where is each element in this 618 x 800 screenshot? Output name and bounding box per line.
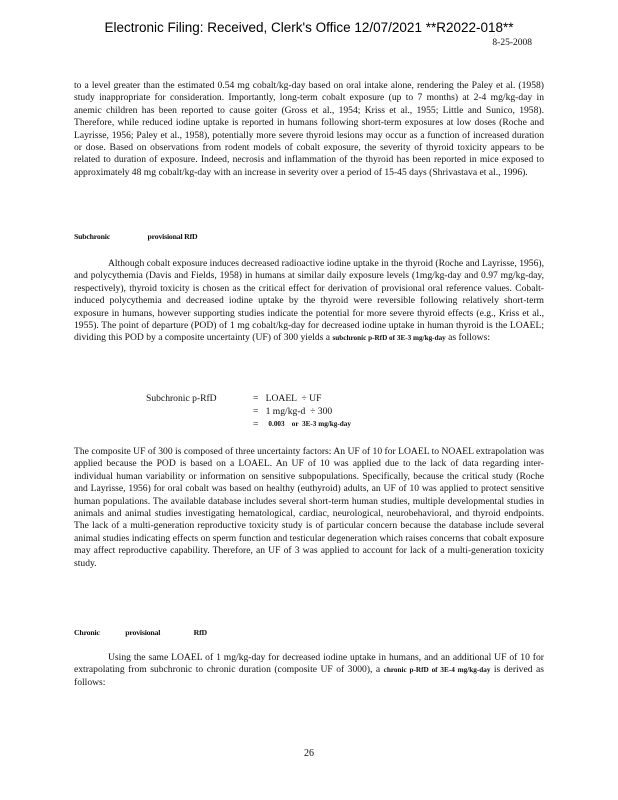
paragraph-text: Although cobalt exposure induces decreased radioactive iodine uptake in the thyroid (Roche and Layrisse, 1956), and polycythemia (Davis and Fields, 1958) in humans at similar daily exposure levels (1mg/kg-day and 0.97 mg/kg-day, respectively), thyroid toxicity is chosen as the critical effect for derivation of provisional oral reference values. Cobalt-induced polycythemia and decreased iodine uptake by the thyroid were reversible following relatively short-term exposure in humans, however supporting studies indicate the potential for more severe thyroid effects (e.g., Kriss et al., 1955). The point of departure (POD) of 1 mg cobalt/kg-day for decreased iodine uptake in human thyroid is the LOAEL; dividing this POD by a composite uncertainty (UF) of 300 yields a	[74, 258, 544, 344]
equation-row: = 1 mg/kg-d ÷ 300	[253, 406, 333, 417]
equation-equals: =	[253, 419, 259, 430]
page-number: 26	[304, 748, 314, 759]
equation-row: = LOAEL ÷ UF	[253, 393, 322, 404]
section-heading-part: RfD	[193, 628, 207, 637]
equation-result: 0.003 or 3E-3 mg/kg-day	[268, 420, 351, 428]
section-heading-part: provisional	[125, 628, 161, 637]
section-heading-part: Subchronic	[74, 232, 110, 241]
paragraph-thyroid-duration: to a level greater than the estimated 0.54 mg cobalt/kg-day based on oral intake alone, rendering the Paley et al. (1958) study inappropriate for consideration. Importantly, long-term cobalt exposure (up to 7 months) at 2-4 mg/kg-day in anemic children has been reported to cause goiter (Gross et al., 1954; Kriss et al., 1955; Little and Sunico, 1958). Therefore, while reduced iodine uptake is reported in humans following short-term exposures at low doses (Roche and Layrisse, 1956; Paley et al., 1958), potentially more severe thyroid lesions may occur as a function of increased duration or dose. Based on observations from rodent models of cobalt exposure, the severity of thyroid toxicity appears to be related to duration of exposure. Indeed, necrosis and inflammation of the thyroid has been reported in mice exposed to approximately 48 mg cobalt/kg-day with an increase in severity over a period of 15-45 days (Shrivastava et al., 1996).	[74, 80, 544, 178]
paragraph-tail: is derived as follows:	[74, 664, 544, 688]
paragraph-chronic-derivation	[74, 652, 544, 689]
paragraph-subchronic-derivation	[74, 258, 544, 345]
paragraph-tail: as follows:	[448, 332, 491, 344]
chronic-value-inline: chronic p-RfD of 3E-4 mg/kg-day	[383, 666, 491, 675]
document-date: 8-25-2008	[492, 38, 532, 48]
section-heading-part: provisional RfD	[147, 232, 198, 241]
section-heading-chronic	[74, 628, 207, 637]
paragraph-text: Using the same LOAEL of 1 mg/kg-day for decreased iodine uptake in humans, and an additional UF of 10 for extrapolating from subchronic to chronic duration (composite UF of 3000), a	[74, 652, 544, 676]
section-heading-subchronic	[74, 232, 197, 241]
subchronic-value-inline: subchronic p-RfD of 3E-3 mg/kg-day	[332, 334, 446, 343]
subchronic-equation	[146, 392, 351, 431]
paragraph-uncertainty-factors: The composite UF of 300 is composed of three uncertainty factors: An UF of 10 for LOAEL to NOAEL extrapolation was applied because the POD is based on a LOAEL. An UF of 10 was applied due to the lack of data regarding inter-individual human variability or information on sensitive subpopulations. Specifically, because the critical study (Roche and Layrisse, 1956) for oral cobalt was based on healthy (euthyroid) adults, an UF of 10 was applied to protect sensitive human populations. The available database includes several short-term human studies, multiple developmental studies in animals and animal studies investigating hematological, cardiac, neurological, neurobehavioral, and thyroid endpoints. The lack of a multi-generation reproductive toxicity study is of particular concern because the database include several animal studies indicating effects on sperm function and testicular degeneration which raises concerns that cobalt exposure may affect reproductive capability. Therefore, an UF of 3 was applied to account for lack of a multi-generation toxicity study.	[74, 446, 544, 569]
equation-lhs: Subchronic p-RfD	[146, 393, 217, 404]
section-heading-part: Chronic	[74, 628, 100, 637]
filing-stamp: Electronic Filing: Received, Clerk's Office 12/07/2021 **R2022-018**	[104, 20, 514, 35]
